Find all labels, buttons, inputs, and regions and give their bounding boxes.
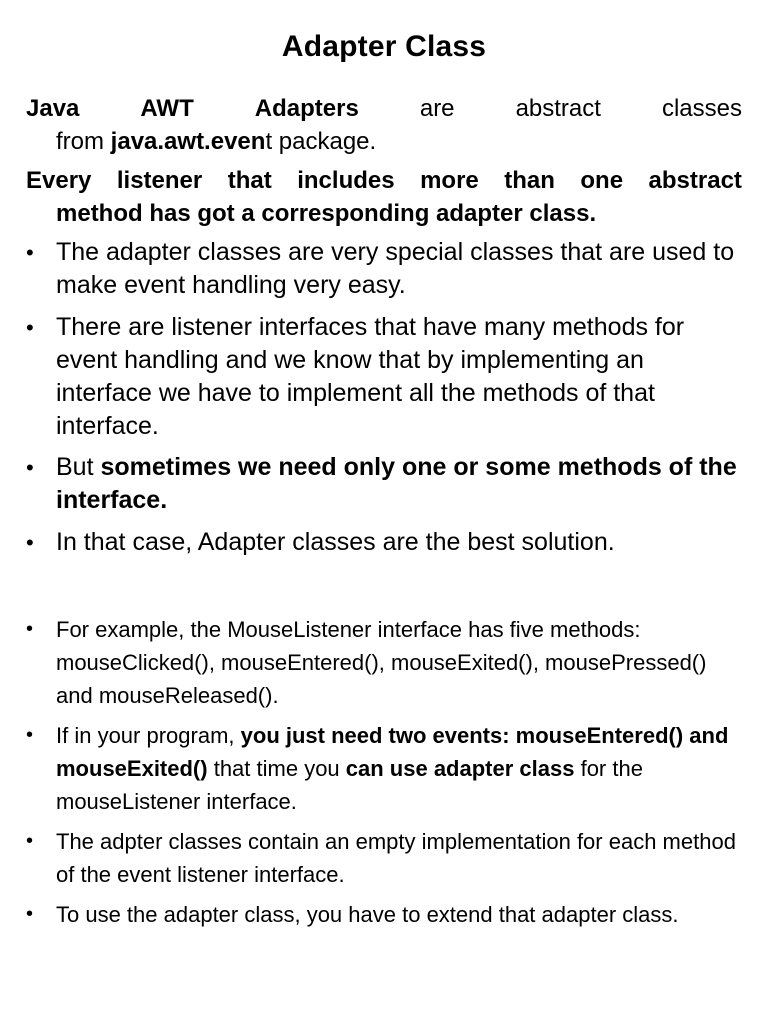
bullet-item bbox=[26, 825, 742, 891]
bullet-text bbox=[56, 719, 742, 818]
every-listener-word: includes bbox=[297, 167, 395, 194]
bullet-text: For example, the MouseListener interface has five methods: mouseClicked(), mouseEntered(), mouseExited(), mousePressed() and mouseReleased(). bbox=[56, 617, 707, 708]
intro-paragraph bbox=[26, 92, 742, 158]
intro-word: Adapters bbox=[254, 95, 359, 122]
bullet-icon: • bbox=[26, 315, 34, 340]
bullet-item bbox=[26, 236, 742, 302]
bullet-item bbox=[26, 719, 742, 818]
package-name: java.awt.even bbox=[110, 128, 266, 155]
intro-line-1 bbox=[26, 92, 742, 125]
every-listener-word: than bbox=[504, 167, 555, 194]
intro-line-2 bbox=[26, 125, 742, 158]
bullet-item bbox=[26, 613, 742, 712]
bullet-text-bold: sometimes we need only one or some methods of the interface. bbox=[56, 453, 737, 514]
bullet-item bbox=[26, 526, 742, 559]
bullet-icon: • bbox=[26, 618, 34, 640]
bullet-text: In that case, Adapter classes are the best solution. bbox=[56, 528, 615, 556]
intro-text: t package. bbox=[265, 128, 377, 155]
bullet-text bbox=[56, 451, 742, 517]
bullet-text-bold: can use adapter class bbox=[345, 756, 575, 781]
every-listener-paragraph bbox=[26, 164, 742, 230]
bullet-text: The adpter classes contain an empty implementation for each method of the event listener interface. bbox=[56, 829, 736, 887]
bullet-text: The adapter classes are very special classes that are used to make event handling very easy. bbox=[56, 238, 735, 299]
bullet-text-plain: If in your program, bbox=[56, 723, 241, 748]
every-listener-line-1 bbox=[26, 164, 742, 197]
every-listener-line-2: method has got a corresponding adapter class. bbox=[56, 200, 597, 227]
bullet-text-plain: But bbox=[56, 453, 101, 481]
intro-word: Java bbox=[26, 95, 80, 122]
bullet-icon: • bbox=[26, 724, 34, 746]
every-listener-word: Every bbox=[26, 167, 92, 194]
intro-word: are bbox=[419, 95, 455, 122]
bullet-text: There are listener interfaces that have many methods for event handling and we know that by implementing an interface we have to implement all the methods of that interface. bbox=[56, 313, 685, 440]
bullet-icon: • bbox=[26, 903, 34, 925]
bullet-icon: • bbox=[26, 530, 34, 555]
intro-text: from bbox=[56, 128, 111, 155]
bullet-item bbox=[26, 311, 742, 443]
bullet-text-bold: you just need two events: mouseEntered() and mouseExited() bbox=[56, 723, 729, 781]
bullet-text-plain: that time you bbox=[207, 756, 346, 781]
bullet-text-plain: for the mouseListener interface. bbox=[56, 756, 643, 814]
intro-word: AWT bbox=[140, 95, 194, 122]
intro-word: classes bbox=[661, 95, 742, 122]
bullet-text: To use the adapter class, you have to extend that adapter class. bbox=[56, 902, 679, 927]
bullet-icon: • bbox=[26, 455, 34, 480]
slide-title: Adapter Class bbox=[281, 30, 487, 63]
every-listener-word: that bbox=[227, 167, 272, 194]
bullet-icon: • bbox=[26, 240, 34, 265]
bullet-item bbox=[26, 451, 742, 517]
every-listener-word: one bbox=[580, 167, 624, 194]
bullet-item bbox=[26, 898, 742, 931]
bullet-icon: • bbox=[26, 830, 34, 852]
every-listener-word: listener bbox=[116, 167, 203, 194]
intro-word: abstract bbox=[515, 95, 601, 122]
every-listener-word: abstract bbox=[648, 167, 742, 194]
every-listener-word: more bbox=[420, 167, 479, 194]
